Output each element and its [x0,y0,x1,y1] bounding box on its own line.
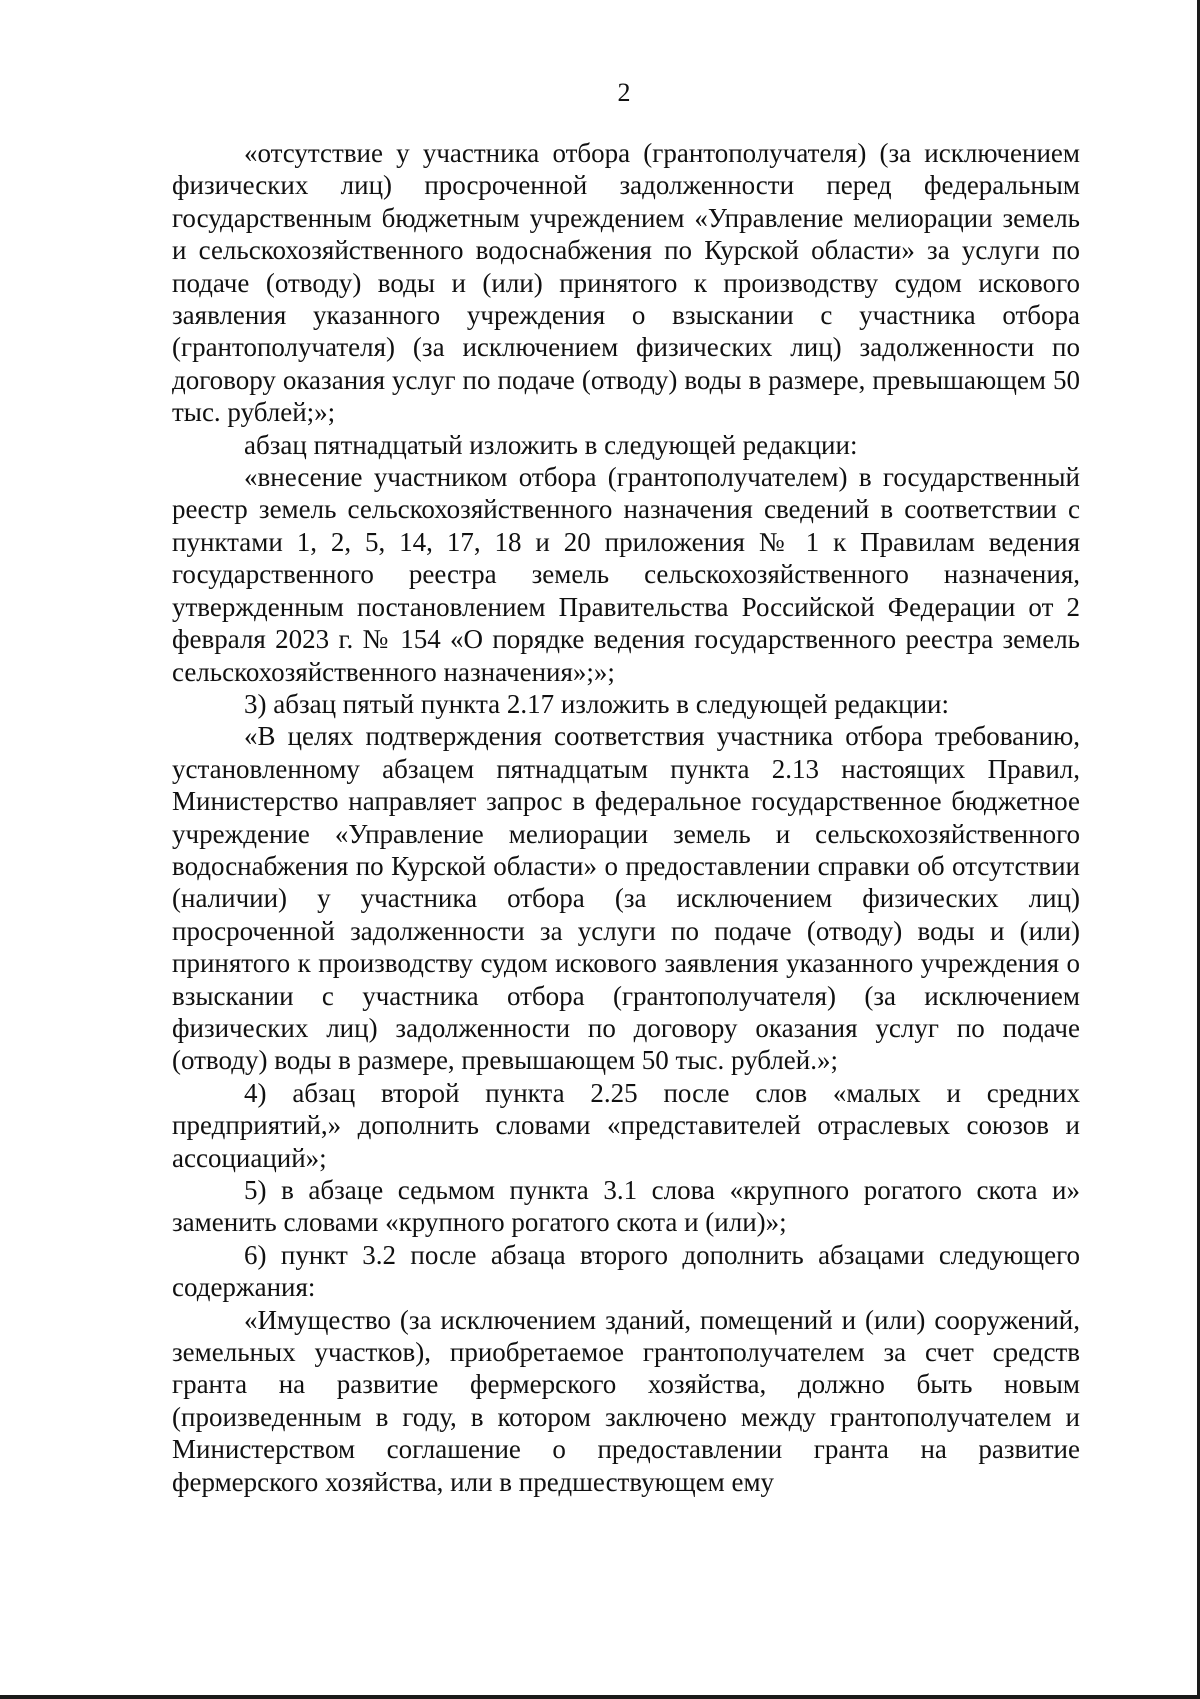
paragraph-registry-requirement: «внесение участником отбора (грантополучателем) в государственный реестр земель сельскохозяйственного назначения сведений в соответствии с пунктами 1, 2, 5, 14, 17, 18 и 20 приложения № 1 к Правилам ведения государственного реестра земель сельскохозяйственного назначения, утвержденным постановлением Правительства Российской Федерации от 2 февраля 2023 г. № 154 «О порядке ведения государственного реестра земель сельскохозяйственного назначения»;»; [172,462,1080,687]
paragraph-requirement-no-debt: «отсутствие у участника отбора (грантополучателя) (за исключением физических лиц) просроченной задолженности перед федеральным государственным бюджетным учреждением «Управление мелиорации земель и сельскохозяйственного водоснабжения по Курской области» за услуги по подаче (отводу) воды и (или) принятого к производству судом искового заявления указанного учреждения о взыскании с участника отбора (грантополучателя) (за исключением физических лиц) задолженности по договору оказания услуг по подаче (отводу) воды в размере, превышающем 50 тыс. рублей;»; [172,138,1080,428]
paragraph-item-6: 6) пункт 3.2 после абзаца второго дополнить абзацами следующего содержания: [172,1239,1080,1303]
document-body [172,137,1080,1498]
paragraph-item-5: 5) в абзаце седьмом пункта 3.1 слова «крупного рогатого скота и» заменить словами «крупного рогатого скота и (или)»; [172,1175,1080,1238]
page-number: 2 [617,78,631,107]
paragraph-ministry-request: «В целях подтверждения соответствия участника отбора требованию, установленному абзацем пятнадцатым пункта 2.13 настоящих Правил, Министерство направляет запрос в федеральное государственное бюджетное учреждение «Управление мелиорации земель и сельскохозяйственного водоснабжения по Курской области» о предоставлении справки об отсутствии (наличии) у участника отбора (за исключением физических лиц) просроченной задолженности за услуги по подаче (отводу) воды и (или) принятого к производству судом искового заявления указанного учреждения о взыскании с участника отбора (грантополучателя) (за исключением физических лиц) задолженности по договору оказания услуг по подаче (отводу) воды в размере, превышающем 50 тыс. рублей.»; [172,721,1080,1076]
paragraph-item-3: 3) абзац пятый пункта 2.17 изложить в следующей редакции: [244,688,950,719]
paragraph-item-4: 4) абзац второй пункта 2.25 после слов «малых и средних предприятий,» дополнить словами «представителей отраслевых союзов и ассоциаций»; [172,1077,1080,1173]
scan-edge-bottom [0,1695,1200,1699]
paragraph-property-new: «Имущество (за исключением зданий, помещений и (или) сооружений, земельных участков), приобретаемое грантополучателем за счет средств гранта на развитие фермерского хозяйства, должно быть новым (произведенным в году, в котором заключено между грантополучателем и Министерством соглашение о предоставлении гранта на развитие фермерского хозяйства, или в предшествующем ему [172,1304,1080,1497]
paragraph-amend-fifteenth: абзац пятнадцатый изложить в следующей редакции: [244,429,858,460]
